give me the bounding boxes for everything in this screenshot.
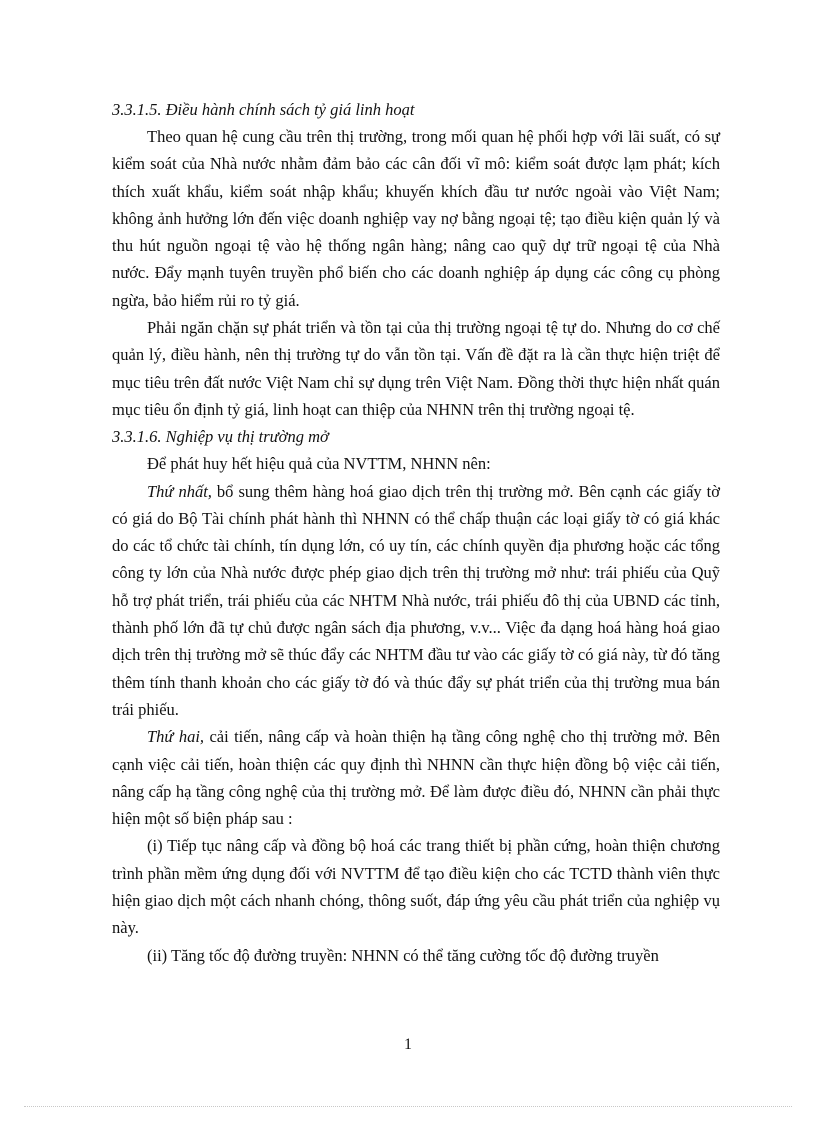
second-measure-lead: Thứ hai, bbox=[147, 727, 205, 747]
first-measure-text: bổ sung thêm hàng hoá giao dịch trên thị trường mở. Bên cạnh các giấy tờ có giá do Bộ Tài chính phát hành thì NHNN có thể chấp thuận các loại giấy tờ có giá khác do các tổ chức tài chính, tín dụng lớn, có uy tín, các chính quyền địa phương hoặc các tổng công ty lớn của Nhà nước được phép giao dịch trên thị trường mở như: trái phiếu của Quỹ hỗ trợ phát triển, trái phiếu của các NHTM Nhà nước, trái phiếu đô thị của UBND các tỉnh, thành phố lớn đã tự chủ được ngân sách địa phương, v.v... Việc đa dạng hoá hàng hoá giao dịch trên thị trường mở sẽ thúc đẩy các NHTM đầu tư vào các giấy tờ có giá này, từ đó tăng thêm tính thanh khoản cho các giấy tờ đó và thúc đẩy sự phát triển của thị trường mua bán trái phiếu. bbox=[112, 481, 720, 719]
second-measure-text: cải tiến, nâng cấp và hoàn thiện hạ tầng công nghệ cho thị trường mở. Bên cạnh việc cải tiến, hoàn thiện các quy định thì NHNN cần thực hiện đồng bộ việc cải tiến, nâng cấp hạ tầng công nghệ của thị trường mở. Để làm được điều đó, NHNN cần phải thực hiện một số biện pháp sau : bbox=[112, 727, 721, 829]
paragraph-item-i: (i) Tiếp tục nâng cấp và đồng bộ hoá các trang thiết bị phần cứng, hoàn thiện chương trình phần mềm ứng dụng đối với NVTTM để tạo điều kiện cho các TCTD thành viên thực hiện giao dịch một cách nhanh chóng, thông suốt, đáp ứng yêu cầu phát triển của nghiệp vụ này. bbox=[112, 836, 720, 938]
paragraph-item-ii: (ii) Tăng tốc độ đường truyền: NHNN có thể tăng cường tốc độ đường truyền bbox=[147, 945, 659, 965]
page-bottom-divider bbox=[24, 1106, 792, 1107]
document-body bbox=[112, 96, 720, 969]
section-heading-open-market: 3.3.1.6. Nghiệp vụ thị trường mở bbox=[112, 427, 329, 447]
paragraph-supply-demand: Theo quan hệ cung cầu trên thị trường, trong mối quan hệ phối hợp với lãi suất, có sự kiểm soát của Nhà nước nhằm đảm bảo các cân đối vĩ mô: kiểm soát được lạm phát; kích thích xuất khẩu, kiểm soát nhập khẩu; khuyến khích đầu tư nước ngoài vào Việt Nam; không ảnh hưởng lớn đến việc doanh nghiệp vay nợ bằng ngoại tệ; tạo điều kiện quản lý và thu hút nguồn ngoại tệ vào hệ thống ngân hàng; nâng cao quỹ dự trữ ngoại tệ của Nhà nước. Đẩy mạnh tuyên truyền phổ biến cho các doanh nghiệp áp dụng các công cụ phòng ngừa, bảo hiểm rủi ro tỷ giá. bbox=[112, 127, 720, 310]
first-measure-lead: Thứ nhất, bbox=[147, 481, 212, 501]
page-number: 1 bbox=[404, 1036, 412, 1053]
paragraph-free-market: Phải ngăn chặn sự phát triển và tồn tại của thị trường ngoại tệ tự do. Nhưng do cơ chế quản lý, điều hành, nên thị trường tự do vẫn tồn tại. Vấn đề đặt ra là cần thực hiện triệt để mục tiêu trên đất nước Việt Nam chỉ sự dụng trên Việt Nam. Đồng thời thực hiện nhất quán mục tiêu ổn định tỷ giá, linh hoạt can thiệp của NHNN trên thị trường ngoại tệ. bbox=[112, 318, 720, 419]
section-heading-exchange-rate: 3.3.1.5. Điều hành chính sách tỷ giá linh hoạt bbox=[112, 100, 415, 119]
paragraph-second-measure bbox=[112, 723, 720, 832]
paragraph-intro-nvttm: Để phát huy hết hiệu quả của NVTTM, NHNN nên: bbox=[147, 454, 491, 474]
paragraph-first-measure bbox=[112, 478, 720, 724]
